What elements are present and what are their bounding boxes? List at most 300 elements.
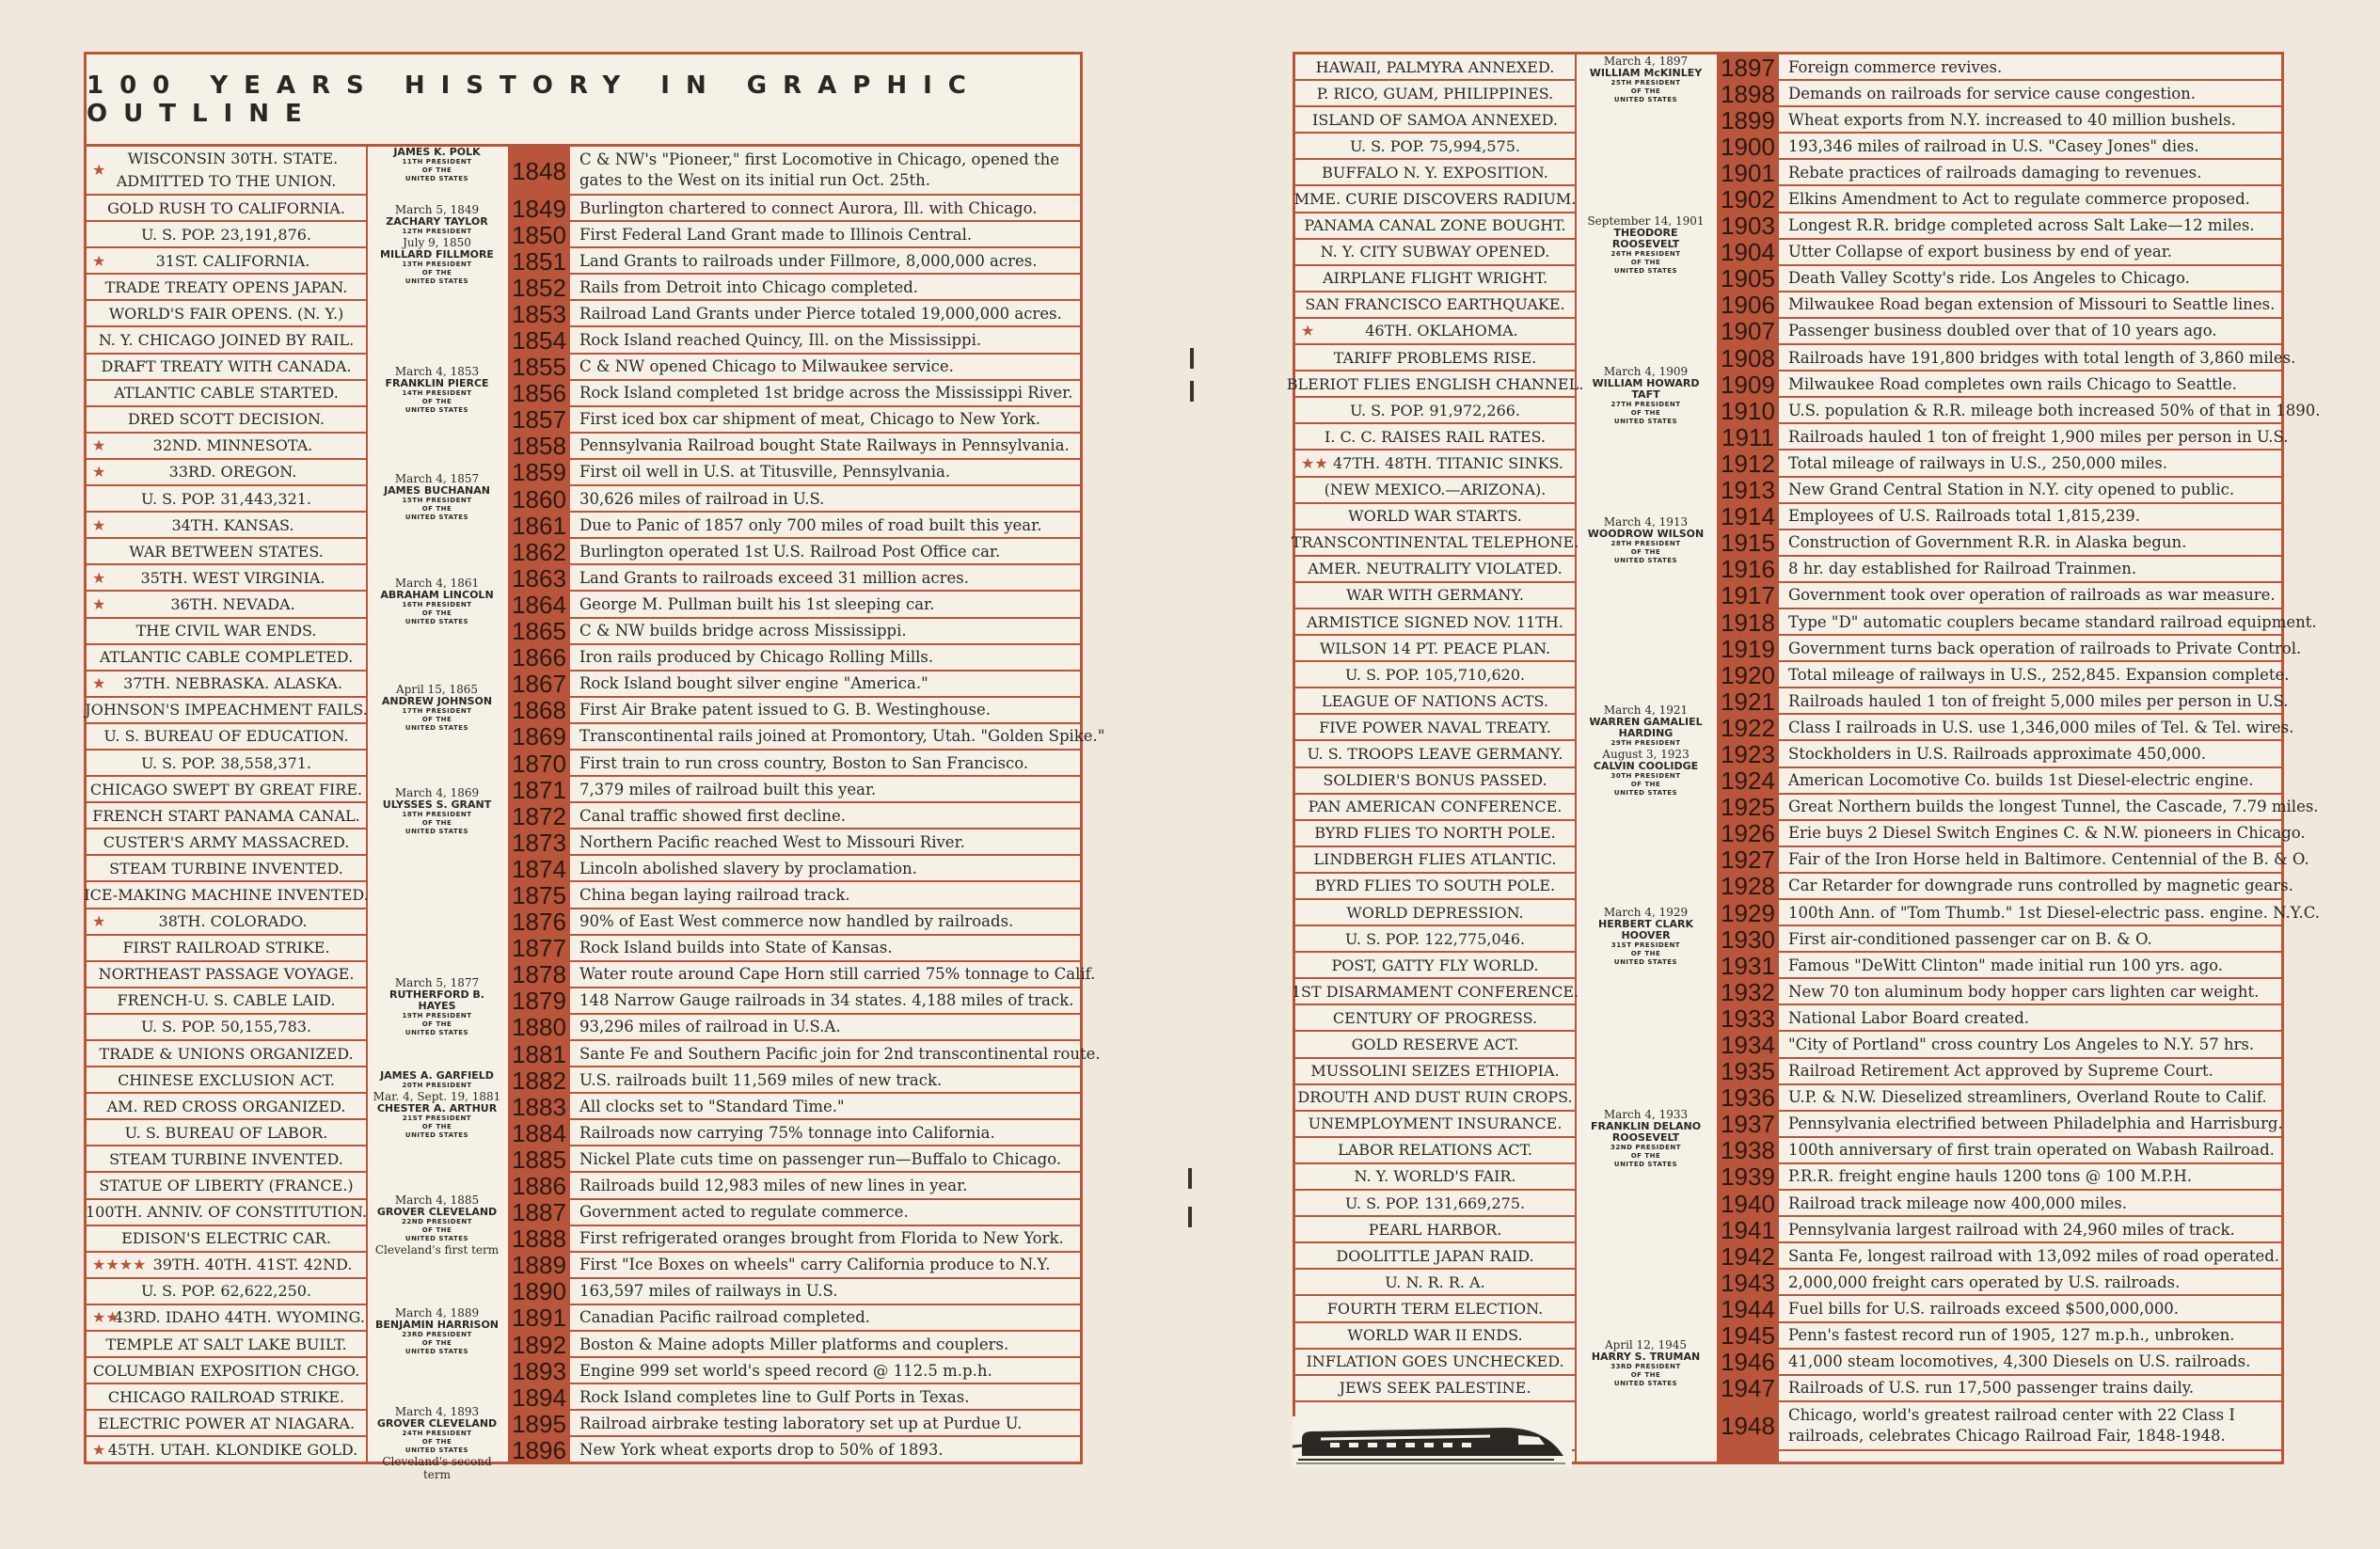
- president-text: OF THE: [421, 1339, 452, 1347]
- world-event-text: DOOLITTLE JAPAN RAID.: [1336, 1246, 1534, 1265]
- world-event: [87, 1305, 366, 1332]
- world-event-text: (NEW MEXICO.—ARIZONA).: [1324, 481, 1547, 499]
- president-text: OF THE: [421, 1438, 452, 1446]
- timeline-row: [87, 1305, 1080, 1332]
- railroad-event: 100th Ann. of "Tom Thumb." 1st Diesel-electric pass. engine. N.Y.C.: [1779, 900, 2281, 926]
- world-event: [87, 1146, 366, 1173]
- timeline-row: [1295, 608, 2317, 637]
- world-event-text: STEAM TURBINE INVENTED.: [109, 1149, 343, 1168]
- timeline-row: [87, 407, 1080, 434]
- timeline-row: [1295, 713, 2294, 742]
- president-text: UNITED STATES: [1613, 1161, 1678, 1168]
- president-text: March 4, 1885: [394, 1193, 480, 1207]
- president-text: ULYSSES S. GRANT: [382, 798, 492, 811]
- world-event: [87, 1015, 366, 1041]
- year-label: 1865: [512, 617, 566, 646]
- timeline-row: [87, 619, 1080, 645]
- railroad-event: New 70 ton aluminum body hopper cars lighten car weight.: [1779, 979, 2281, 1005]
- timeline-row: [87, 1332, 1080, 1358]
- timeline-row: [1295, 319, 2281, 345]
- president-text: July 9, 1850: [403, 236, 471, 249]
- year-label: 1886: [512, 1172, 566, 1201]
- year-label: 1902: [1721, 185, 1775, 214]
- year-label: 1896: [512, 1435, 566, 1464]
- timeline-row: [1291, 529, 2281, 558]
- railroad-event: First "Ice Boxes on wheels" carry California produce to N.Y.: [570, 1253, 1080, 1279]
- railroad-event: Milwaukee Road completes own rails Chicago to Seattle.: [1779, 371, 2281, 398]
- timeline-row: [1295, 660, 2290, 689]
- world-event-text: U. S. POP. 62,622,250.: [140, 1282, 312, 1301]
- world-event: [87, 1094, 366, 1120]
- year-label: 1916: [1721, 555, 1775, 584]
- world-event-text: 31ST. CALIFORNIA.: [155, 251, 310, 270]
- president-text: UNITED STATES: [1613, 557, 1678, 564]
- railroad-event: Canadian Pacific railroad completed.: [570, 1305, 1080, 1332]
- railroad-event: Stockholders in U.S. Railroads approximate 450,000.: [1779, 741, 2281, 767]
- star-icon: ★: [92, 161, 106, 179]
- world-event: [1295, 186, 1575, 213]
- railroad-event: Railroad Retirement Act approved by Supreme Court.: [1779, 1059, 2281, 1085]
- president-block: [367, 976, 507, 1037]
- year-label: 1851: [512, 246, 566, 276]
- president-text: THEODORE: [1613, 227, 1678, 239]
- railroad-event: Boston & Maine adopts Miller platforms and couplers.: [570, 1332, 1080, 1358]
- star-icon: ★: [92, 515, 106, 534]
- year-label: 1855: [512, 353, 566, 382]
- president-block: [367, 1070, 507, 1140]
- world-event-text: 34TH. KANSAS.: [171, 515, 294, 534]
- world-event-text: U. S. POP. 75,994,575.: [1349, 136, 1521, 155]
- year-label: 1875: [512, 880, 566, 909]
- year-label: 1928: [1721, 872, 1775, 901]
- president-text: ZACHARY TAYLOR: [386, 215, 488, 228]
- world-event: [1295, 450, 1575, 477]
- world-event: [1295, 1376, 1575, 1402]
- world-event: [1295, 478, 1575, 504]
- president-block: [1576, 365, 1716, 426]
- year-label: 1913: [1721, 476, 1775, 505]
- railroad-event: Rock Island completed 1st bridge across the Mississippi River.: [570, 381, 1080, 407]
- world-event-text: JEWS SEEK PALESTINE.: [1339, 1379, 1531, 1398]
- world-event: [1295, 795, 1575, 821]
- world-event: [87, 222, 366, 248]
- president-text: 16TH PRESIDENT: [402, 601, 472, 609]
- world-event: [87, 988, 366, 1015]
- year-label: 1909: [1721, 370, 1775, 399]
- world-event: [1295, 1191, 1575, 1217]
- president-text: ANDREW JOHNSON: [381, 695, 493, 707]
- world-event-text: U. S. POP. 23,191,876.: [140, 225, 312, 244]
- timeline-row: [1295, 186, 2281, 213]
- year-label: 1927: [1721, 846, 1775, 875]
- railroad-event: Erie buys 2 Diesel Switch Engines C. & N.W. pioneers in Chicago.: [1779, 821, 2281, 847]
- world-event: [87, 724, 366, 751]
- president-text: UNITED STATES: [405, 514, 469, 521]
- timeline-row: [84, 880, 1080, 909]
- year-label: 1919: [1721, 634, 1775, 663]
- railroad-event: First refrigerated oranges brought from Florida to New York.: [570, 1226, 1080, 1253]
- president-text: March 4, 1897: [1603, 55, 1689, 68]
- world-event: [87, 1200, 366, 1226]
- president-text: UNITED STATES: [1613, 267, 1678, 275]
- world-event-text: FRENCH START PANAMA CANAL.: [92, 806, 360, 825]
- world-event: [1295, 55, 1575, 81]
- world-event-text: GOLD RUSH TO CALIFORNIA.: [107, 198, 345, 217]
- railroad-event: First iced box car shipment of meat, Chicago to New York.: [570, 407, 1080, 434]
- world-event: [87, 1253, 366, 1279]
- year-label: 1876: [512, 908, 566, 937]
- timeline-row: [1295, 634, 2302, 663]
- year-label: 1926: [1721, 819, 1775, 848]
- world-event-text: FIVE POWER NAVAL TREATY.: [1319, 718, 1551, 736]
- world-event: [1295, 1112, 1575, 1138]
- president-block: [367, 577, 507, 626]
- year-label: 1934: [1721, 1031, 1775, 1060]
- railroad-event: Total mileage of railways in U.S., 250,000 miles.: [1779, 450, 2281, 477]
- railroad-event: Iron rails produced by Chicago Rolling Mills.: [570, 645, 1080, 672]
- timeline-row: [87, 147, 1080, 196]
- timeline-row: [1295, 1191, 2281, 1217]
- world-event: [84, 882, 369, 909]
- railroad-event: First air-conditioned passenger car on B. & O.: [1779, 926, 2281, 953]
- star-icon: ★★: [92, 1308, 119, 1327]
- railroad-event: U.S. railroads built 11,569 miles of new track.: [570, 1067, 1080, 1094]
- timeline-row: [87, 1384, 1080, 1411]
- year-label: 1853: [512, 299, 566, 328]
- president-text: OF THE: [421, 269, 452, 277]
- railroad-event: Pennsylvania Railroad bought State Railways in Pennsylvania.: [570, 434, 1080, 460]
- president-block: [1576, 703, 1716, 798]
- railroad-event: Construction of Government R.R. in Alaska begun.: [1779, 530, 2281, 557]
- world-event-text: U. S. POP. 122,775,046.: [1344, 929, 1526, 948]
- railroad-event: First Federal Land Grant made to Illinois Central.: [570, 222, 1080, 248]
- timeline-row: [85, 695, 1080, 725]
- president-text: 29TH PRESIDENT: [1610, 739, 1681, 747]
- world-event-text: DROUTH AND DUST RUIN CROPS.: [1297, 1088, 1573, 1107]
- world-event-text: U. S. POP. 38,558,371.: [140, 753, 312, 772]
- world-event-text: UNEMPLOYMENT INSURANCE.: [1308, 1114, 1563, 1133]
- year-label: 1901: [1721, 158, 1775, 187]
- railroad-event: Elkins Amendment to Act to regulate commerce proposed.: [1779, 186, 2281, 213]
- world-event-text: PAN AMERICAN CONFERENCE.: [1308, 798, 1563, 816]
- president-block: [367, 365, 507, 415]
- year-label: 1907: [1721, 317, 1775, 346]
- year-label: 1874: [512, 854, 566, 883]
- president-text: JAMES K. POLK: [393, 146, 481, 158]
- world-event-text: BUFFALO N. Y. EXPOSITION.: [1322, 163, 1548, 182]
- president-text: March 4, 1869: [394, 786, 480, 799]
- world-event-text: 1ST DISARMAMENT CONFERENCE.: [1291, 982, 1579, 1001]
- timeline-row: [87, 275, 1080, 301]
- railroad-event: Railroad track mileage now 400,000 miles.: [1779, 1191, 2281, 1217]
- timeline-row: [87, 301, 1080, 327]
- timeline-row: [1295, 450, 2281, 477]
- world-event: [87, 196, 366, 222]
- world-event-text: U. N. R. R. A.: [1385, 1272, 1485, 1291]
- year-label: 1870: [512, 749, 566, 778]
- year-label: 1920: [1721, 660, 1775, 689]
- world-event-text: U. S. BUREAU OF LABOR.: [124, 1123, 328, 1142]
- year-label: 1900: [1721, 132, 1775, 161]
- world-event: [1295, 319, 1575, 345]
- railroad-event: All clocks set to "Standard Time.": [570, 1094, 1080, 1120]
- railroad-event: Rails from Detroit into Chicago completed.: [570, 275, 1080, 301]
- president-text: UNITED STATES: [405, 1029, 469, 1036]
- year-label: 1921: [1721, 687, 1775, 716]
- president-text: UNITED STATES: [1613, 96, 1678, 103]
- world-event-text: PEARL HARBOR.: [1368, 1220, 1502, 1239]
- railroad-event: "City of Portland" cross country Los Angeles to N.Y. 57 hrs.: [1779, 1032, 2281, 1058]
- railroad-event: Fair of the Iron Horse held in Baltimore. Centennial of the B. & O.: [1779, 847, 2281, 874]
- world-event: [87, 1279, 366, 1305]
- timeline-row: [1295, 1350, 2281, 1376]
- president-text: 19TH PRESIDENT: [402, 1012, 472, 1019]
- world-event-text: CENTURY OF PROGRESS.: [1332, 1008, 1538, 1027]
- world-event-text: DRED SCOTT DECISION.: [127, 410, 325, 429]
- president-block: [367, 203, 507, 286]
- world-event-text: ARMISTICE SIGNED NOV. 11TH.: [1307, 612, 1563, 631]
- president-block: [367, 1306, 507, 1356]
- world-event: [1295, 1217, 1575, 1243]
- railroad-event: Employees of U.S. Railroads total 1,815,239.: [1779, 504, 2281, 530]
- world-event-text: WORLD DEPRESSION.: [1346, 903, 1524, 922]
- president-block: [367, 472, 507, 522]
- railroad-event: New York wheat exports drop to 50% of 1893.: [570, 1437, 1080, 1463]
- world-event: [1286, 371, 1584, 398]
- year-label: 1868: [512, 696, 566, 725]
- star-icon: ★: [92, 436, 106, 455]
- president-text: March 5, 1877: [394, 976, 480, 989]
- star-icon: ★: [92, 463, 106, 482]
- railroad-event: First train to run cross country, Boston to San Francisco.: [570, 751, 1080, 777]
- president-text: OF THE: [1630, 1152, 1661, 1160]
- timeline-row: [87, 856, 1080, 882]
- president-text: UNITED STATES: [405, 406, 469, 414]
- timeline-row: [1295, 898, 2321, 927]
- president-text: OF THE: [421, 505, 452, 513]
- president-text: OF THE: [421, 166, 452, 174]
- railroad-event: First Air Brake patent issued to G. B. Westinghouse.: [570, 698, 1080, 724]
- timeline-row: [1295, 292, 2281, 319]
- world-event: [1295, 1350, 1575, 1376]
- world-event-text: 36TH. NEVADA.: [170, 594, 295, 613]
- world-event-text: 35TH. WEST VIRGINIA.: [140, 568, 325, 587]
- left-page: [84, 52, 1105, 1481]
- president-text: OF THE: [1630, 409, 1661, 417]
- president-text: MILLARD FILLMORE: [380, 248, 494, 261]
- president-text: WOODROW WILSON: [1587, 528, 1705, 540]
- year-label: 1892: [512, 1330, 566, 1359]
- president-text: OF THE: [1630, 950, 1661, 957]
- president-text: UNITED STATES: [1613, 789, 1678, 797]
- world-event-text: 32ND. MINNESOTA.: [152, 436, 313, 455]
- year-label: 1869: [512, 722, 566, 751]
- timeline-row: [87, 1039, 1101, 1068]
- railroad-event: Nickel Plate cuts time on passenger run—Buffalo to Chicago.: [570, 1146, 1080, 1173]
- president-text: April 15, 1865: [395, 683, 478, 696]
- world-event: [1295, 636, 1575, 662]
- president-text: Cleveland's first term: [374, 1243, 500, 1257]
- world-event-text: U. S. POP. 91,972,266.: [1349, 401, 1521, 419]
- year-label: 1857: [512, 405, 566, 435]
- railroad-event: National Labor Board created.: [1779, 1005, 2281, 1032]
- world-event-text: CUSTER'S ARMY MASSACRED.: [103, 832, 350, 851]
- president-text: ABRAHAM LINCOLN: [380, 589, 494, 601]
- world-event-text: HAWAII, PALMYRA ANNEXED.: [1315, 57, 1555, 76]
- president-text: 28TH PRESIDENT: [1610, 540, 1681, 547]
- world-event-text: DRAFT TREATY WITH CANADA.: [101, 357, 352, 376]
- timeline-row: [87, 355, 1080, 381]
- world-event-text: AIRPLANE FLIGHT WRIGHT.: [1322, 269, 1548, 288]
- timeline-row: [87, 1200, 1080, 1226]
- year-label: 1885: [512, 1145, 566, 1174]
- year-label: 1904: [1721, 238, 1775, 267]
- president-text: FRANKLIN PIERCE: [385, 377, 489, 389]
- railroad-event: Chicago, world's greatest railroad center with 22 Class I railroads, celebrates Chicago Railroad Fair, 1848-1948.: [1779, 1402, 2281, 1451]
- world-event-text: GOLD RESERVE ACT.: [1351, 1035, 1519, 1054]
- president-text: CHESTER A. ARTHUR: [376, 1102, 498, 1114]
- president-block: [367, 683, 507, 733]
- timeline-row: [87, 327, 1080, 354]
- year-label: 1884: [512, 1118, 566, 1147]
- world-event-text: U. S. POP. 50,155,783.: [140, 1018, 312, 1036]
- timeline-row: [87, 777, 1080, 803]
- president-text: OF THE: [1630, 548, 1661, 556]
- year-label: 1890: [512, 1277, 566, 1306]
- year-label: 1879: [512, 987, 566, 1016]
- timeline-row: [1295, 872, 2293, 901]
- year-label: 1932: [1721, 977, 1775, 1006]
- timeline-row: [1295, 1270, 2281, 1296]
- timeline-row: [87, 1279, 1080, 1305]
- year-label: 1893: [512, 1356, 566, 1385]
- president-text: OF THE: [1630, 1371, 1661, 1379]
- president-text: 12TH PRESIDENT: [402, 228, 472, 235]
- president-text: UNITED STATES: [405, 175, 469, 182]
- railroad-event: Longest R.R. bridge completed across Salt Lake—12 miles.: [1779, 213, 2281, 240]
- president-text: WILLIAM McKINLEY: [1589, 67, 1703, 79]
- year-label: 1859: [512, 458, 566, 487]
- president-text: 25TH PRESIDENT: [1610, 79, 1681, 87]
- world-event-text: ELECTRIC POWER AT NIAGARA.: [97, 1414, 356, 1432]
- timeline-row: [87, 672, 1080, 698]
- president-block: [1576, 906, 1716, 967]
- timeline-row: [87, 1015, 1080, 1041]
- right-page: [1286, 52, 2321, 1464]
- railroad-event: Santa Fe, longest railroad with 13,092 miles of road operated.: [1779, 1243, 2281, 1270]
- world-event-text: WORLD WAR II ENDS.: [1347, 1326, 1523, 1345]
- president-text: OF THE: [421, 398, 452, 405]
- president-text: 23RD PRESIDENT: [402, 1331, 472, 1338]
- president-text: CALVIN COOLIDGE: [1593, 760, 1699, 772]
- president-text: GROVER CLEVELAND: [376, 1417, 498, 1430]
- year-label: 1947: [1721, 1374, 1775, 1403]
- world-event: [1295, 1323, 1575, 1350]
- world-event-text: NORTHEAST PASSAGE VOYAGE.: [98, 965, 355, 984]
- world-event-text: BLERIOT FLIES ENGLISH CHANNEL.: [1286, 374, 1584, 393]
- railroad-event: C & NW opened Chicago to Milwaukee service.: [570, 355, 1080, 381]
- world-event-text: POST, GATTY FLY WORLD.: [1331, 956, 1539, 974]
- year-label: 1863: [512, 563, 566, 593]
- year-label: 1945: [1721, 1321, 1775, 1351]
- year-label: 1935: [1721, 1057, 1775, 1086]
- world-event-text: SAN FRANCISCO EARTHQUAKE.: [1305, 295, 1565, 314]
- timeline-row: [1295, 557, 2281, 583]
- world-event-text: U. S. BUREAU OF EDUCATION.: [103, 727, 349, 746]
- world-event: [87, 909, 366, 936]
- year-label: 1914: [1721, 502, 1775, 531]
- timeline-row: [1295, 1296, 2281, 1322]
- world-event: [87, 751, 366, 777]
- world-event: [87, 1067, 366, 1094]
- timeline-row: [87, 222, 1080, 248]
- timeline-row: [87, 830, 1080, 856]
- world-event: [87, 803, 366, 830]
- timeline-row: [87, 988, 1080, 1015]
- railroad-event: Class I railroads in U.S. use 1,346,000 miles of Tel. & Tel. wires.: [1779, 715, 2281, 741]
- world-event: [1295, 1059, 1575, 1085]
- world-event: [1295, 926, 1575, 953]
- year-label: 1864: [512, 590, 566, 619]
- timeline-row: [1295, 1085, 2281, 1112]
- fold-mark: [1188, 1168, 1192, 1189]
- president-block: [1576, 214, 1716, 276]
- railroad-event: Canal traffic showed first decline.: [570, 803, 1080, 830]
- year-label: 1908: [1721, 343, 1775, 372]
- railroad-event: Rock Island bought silver engine "America.": [570, 672, 1080, 698]
- world-event: [1291, 979, 1579, 1005]
- president-block: [1576, 1108, 1716, 1169]
- world-event-text: PANAMA CANAL ZONE BOUGHT.: [1304, 216, 1566, 235]
- year-label: 1858: [512, 432, 566, 461]
- year-label: 1881: [512, 1039, 566, 1068]
- president-text: GROVER CLEVELAND: [376, 1206, 498, 1218]
- railroad-event: U.S. population & R.R. mileage both increased 50% of that in 1890.: [1779, 398, 2281, 424]
- world-event: [87, 460, 366, 486]
- railroad-event: Railroads hauled 1 ton of freight 5,000 miles per person in U.S.: [1779, 688, 2281, 715]
- timeline-row: [1295, 953, 2281, 979]
- timeline-row: [87, 196, 1080, 222]
- world-event: [1295, 134, 1575, 160]
- fold-mark: [1190, 348, 1194, 369]
- timeline-row: [87, 434, 1080, 460]
- timeline-row: [1295, 1138, 2281, 1164]
- president-block: [367, 147, 507, 183]
- world-event-text: INFLATION GOES UNCHECKED.: [1306, 1352, 1564, 1371]
- railroad-event: Land Grants to railroads exceed 31 million acres.: [570, 565, 1080, 592]
- timeline-rows-left: [84, 147, 1105, 1464]
- timeline-row: [87, 1173, 1080, 1199]
- world-event: [87, 381, 366, 407]
- world-event: [87, 539, 366, 565]
- railroad-event: Foreign commerce revives.: [1779, 55, 2281, 81]
- world-event: [87, 592, 366, 618]
- world-event-text: U. S. TROOPS LEAVE GERMANY.: [1307, 744, 1563, 763]
- timeline-row: [87, 1411, 1080, 1437]
- year-label: 1946: [1721, 1348, 1775, 1377]
- world-event: [1295, 292, 1575, 319]
- railroad-event: Burlington chartered to connect Aurora, Ill. with Chicago.: [570, 196, 1080, 222]
- railroad-event: 30,626 miles of railroad in U.S.: [570, 486, 1080, 513]
- president-text: 30TH PRESIDENT: [1610, 772, 1681, 780]
- year-label: 1899: [1721, 105, 1775, 134]
- railroad-event: Northern Pacific reached West to Missouri River.: [570, 830, 1080, 856]
- world-event-text: LINDBERGH FLIES ATLANTIC.: [1313, 850, 1557, 869]
- railroad-event: Passenger business doubled over that of 10 years ago.: [1779, 319, 2281, 345]
- timeline-row: [87, 1067, 1080, 1094]
- president-text: Cleveland's second term: [382, 1455, 492, 1481]
- year-label: 1898: [1721, 79, 1775, 108]
